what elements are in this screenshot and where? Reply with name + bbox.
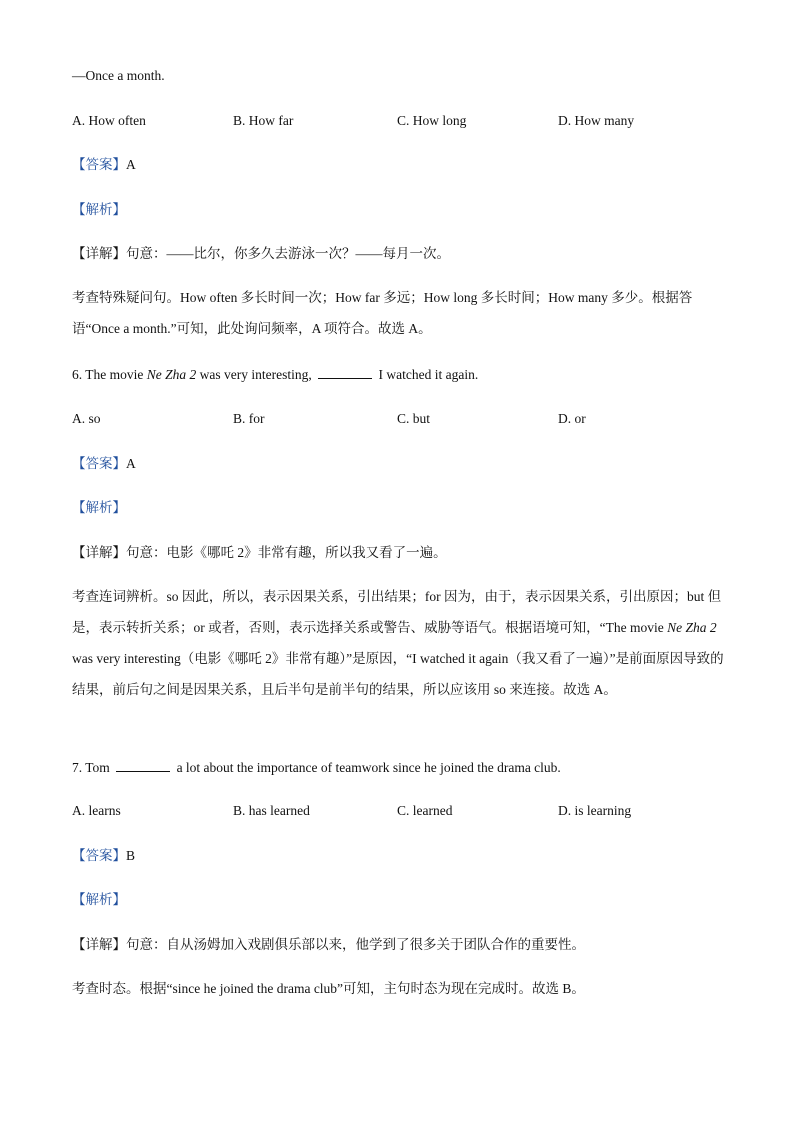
analysis-tag: 【解析】 bbox=[72, 202, 126, 217]
q7-answer bbox=[72, 847, 135, 865]
q7-stem-prefix: 7. Tom bbox=[72, 760, 114, 775]
q6-explanation-title: Ne Zha 2 bbox=[667, 620, 717, 635]
q7-explanation: 考查时态。根据“since he joined the drama club”可知，主句时态为现在完成时。故选 B。 bbox=[72, 981, 585, 996]
answer-tag: 【答案】 bbox=[72, 157, 126, 172]
q7-detail bbox=[72, 936, 585, 954]
q7-stem bbox=[72, 759, 561, 777]
q7-option-b: B. has learned bbox=[233, 803, 310, 818]
q7-stem-suffix: a lot about the importance of teamwork since he joined the drama club. bbox=[173, 760, 561, 775]
analysis-tag: 【解析】 bbox=[72, 500, 126, 515]
q5-reply: —Once a month. bbox=[72, 68, 165, 83]
q5-option-b: B. How far bbox=[233, 113, 294, 128]
q5-option-d: D. How many bbox=[558, 113, 635, 128]
q6-explanation-part2: was very interesting（电影《哪吒 2》非常有趣）”是原因，“I watched it again（我又看了一遍）”是前面原因导致的结果，前后句之间是因果关系，且后半句是前半句的结果，所以应该用 so 来连接。故选 A。 bbox=[72, 651, 724, 697]
detail-text: 句意：自从汤姆加入戏剧俱乐部以来，他学到了很多关于团队合作的重要性。 bbox=[126, 937, 585, 952]
answer-value: B bbox=[126, 848, 136, 863]
answer-value: A bbox=[126, 456, 136, 471]
analysis-tag: 【解析】 bbox=[72, 892, 126, 907]
q7-option-d: D. is learning bbox=[558, 803, 632, 818]
q5-explanation: 考查特殊疑问句。How often 多长时间一次；How far 多远；How long 多长时间；How many 多少。根据答语“Once a month.”可知，此处询问频率，A 项符合。故选 A。 bbox=[72, 290, 693, 336]
q6-option-a: A. so bbox=[72, 411, 101, 426]
detail-tag: 【详解】 bbox=[72, 545, 126, 560]
q6-movie-title: Ne Zha 2 bbox=[146, 367, 197, 382]
q6-options bbox=[72, 410, 752, 428]
q5-option-c: C. How long bbox=[397, 113, 467, 128]
q6-explanation-part1: 考查连词辨析。so 因此，所以，表示因果关系，引出结果；for 因为，由于，表示因果关系，引出原因；but 但是，表示转折关系；or 或者，否则，表示选择关系或警告、威胁等语气。根据语境可知，“The movie bbox=[72, 589, 722, 635]
q7-analysis bbox=[72, 891, 126, 909]
q6-option-c: C. but bbox=[397, 411, 431, 426]
q7-options bbox=[72, 802, 752, 820]
q6-explanation bbox=[72, 581, 724, 705]
answer-value: A bbox=[126, 157, 136, 172]
q6-answer bbox=[72, 455, 136, 473]
q5-answer bbox=[72, 156, 136, 174]
q6-option-d: D. or bbox=[558, 411, 586, 426]
q6-stem bbox=[72, 366, 478, 384]
answer-tag: 【答案】 bbox=[72, 848, 126, 863]
detail-text: 句意：电影《哪吒 2》非常有趣，所以我又看了一遍。 bbox=[126, 545, 447, 560]
q5-analysis bbox=[72, 201, 126, 219]
q5-options bbox=[72, 112, 752, 130]
detail-text: 句意：——比尔，你多久去游泳一次？——每月一次。 bbox=[126, 246, 450, 261]
answer-tag: 【答案】 bbox=[72, 456, 126, 471]
q6-option-b: B. for bbox=[233, 411, 265, 426]
q6-stem-prefix: 6. The movie bbox=[72, 367, 147, 382]
q6-stem-suffix: I watched it again. bbox=[375, 367, 479, 382]
q7-option-c: C. learned bbox=[397, 803, 453, 818]
q7-blank bbox=[116, 759, 170, 772]
q5-detail bbox=[72, 245, 450, 263]
detail-tag: 【详解】 bbox=[72, 246, 126, 261]
q6-analysis bbox=[72, 499, 126, 517]
q6-blank bbox=[318, 366, 372, 379]
q5-option-a: A. How often bbox=[72, 113, 146, 128]
q7-option-a: A. learns bbox=[72, 803, 121, 818]
q6-stem-middle: was very interesting, bbox=[196, 367, 316, 382]
detail-tag: 【详解】 bbox=[72, 937, 126, 952]
q6-detail bbox=[72, 544, 447, 562]
